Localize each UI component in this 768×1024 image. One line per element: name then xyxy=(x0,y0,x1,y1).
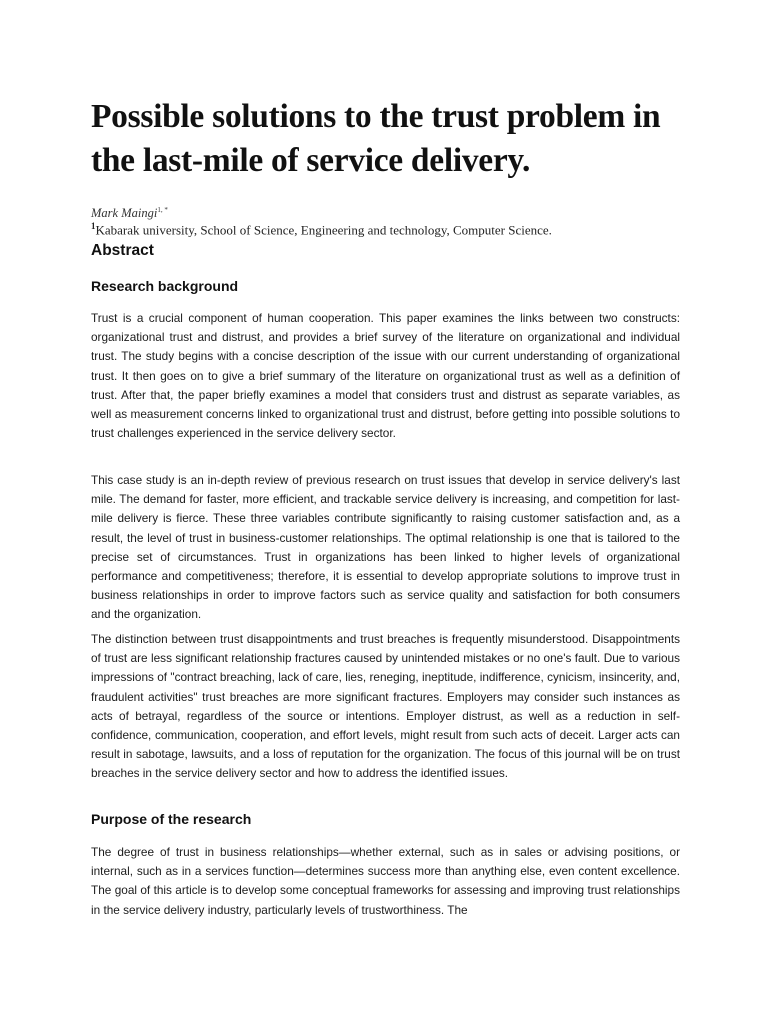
paragraph: Trust is a crucial component of human cooperation. This paper examines the links between two constructs: organizational trust and distrust, and provides a brief survey of the literature on organizational and individual trust. The study begins with a concise description of the issue with our current understanding of organizational trust. It then goes on to give a brief summary of the literature on organizational trust as well as a definition of trust. After that, the paper briefly examines a model that considers trust and distrust as separate variables, as well as measurement concerns linked to organizational trust and distrust, before getting into possible solutions to trust challenges experienced in the service delivery sector. xyxy=(91,311,680,441)
author-line xyxy=(91,206,168,221)
author-superscript: 1, * xyxy=(157,206,168,214)
abstract-heading: Abstract xyxy=(91,242,154,259)
paper-title: Possible solutions to the trust problem in the last-mile of service delivery. xyxy=(91,98,661,179)
paragraph: This case study is an in-depth review of previous research on trust issues that develop in service delivery's last mile. The demand for faster, more efficient, and trackable service delivery is increasing, and competition for last-mile delivery is fierce. These three variables contribute significantly to raising customer satisfaction and, as a result, the level of trust in business-customer relationships. The optimal relationship is one that is tailored to the precise set of circumstances. Trust in organizations has been linked to higher levels of organizational performance and competitiveness; therefore, it is essential to develop appropriate solutions to improve trust in business relationships in order to improve factors such as service quality and satisfaction for both consumers and the organization. xyxy=(91,473,680,622)
section-heading-research-background: Research background xyxy=(91,278,239,294)
paragraph: The degree of trust in business relationships—whether external, such as in sales or advising positions, or internal, such as in a services function—determines success more than anything else, even content excellence. The goal of this article is to develop some conceptual frameworks for assessing and improving trust relationships in the service delivery industry, particularly levels of trustworthiness. The xyxy=(91,845,680,917)
section-heading-purpose: Purpose of the research xyxy=(91,811,252,827)
paragraph: The distinction between trust disappointments and trust breaches is frequently misunderstood. Disappointments of trust are less significant relationship fractures caused by unintended mistakes or no one's fault. Due to various impressions of "contract breaching, lack of care, lies, reneging, ineptitude, indifference, cynicism, insincerity, and, fraudulent activities" trust breaches are more significant fractures. Employers may consider such instances as acts of betrayal, regardless of the source or intentions. Employer distrust, as well as a reduction in self-confidence, communication, cooperation, and effort levels, might result from such acts of deceit. Larger acts can result in sabotage, lawsuits, and a loss of reputation for the organization. The focus of this journal will be on trust breaches in the service delivery sector and how to address the identified issues. xyxy=(91,632,680,781)
affiliation-line xyxy=(91,221,691,238)
author-name: Mark Maingi xyxy=(91,206,158,221)
affiliation-text: Kabarak university, School of Science, Engineering and technology, Computer Science. xyxy=(95,222,552,238)
affiliation-superscript: 1 xyxy=(91,221,96,231)
